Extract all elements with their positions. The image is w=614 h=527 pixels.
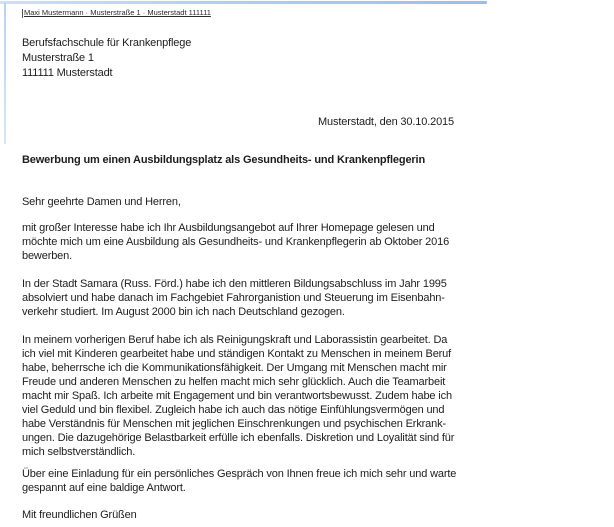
text-line: Über eine Einladung für ein persönliches Gespräch von Ihnen freue ich mich sehr und warte bbox=[22, 468, 457, 480]
text-line: gespannt auf eine baldige Antwort. bbox=[22, 482, 186, 494]
text-line: mit großer Interesse habe ich Ihr Ausbildungsangebot auf Ihrer Homepage gelesen und bbox=[22, 222, 435, 234]
text-line: ungen. Die dazugehörige Belastbarkeit erfülle ich ebenfalls. Diskretion und Loyalität sind für bbox=[22, 432, 455, 444]
window-top-border bbox=[0, 1, 487, 4]
text-line: Musterstraße 1 bbox=[22, 52, 94, 64]
text-line: viel Geduld und bin flexibel. Zugleich habe ich auch das nötige Einfühlungsvermögen und bbox=[22, 404, 445, 416]
salutation: Sehr geehrte Damen und Herren, bbox=[22, 196, 181, 208]
paragraph-intro bbox=[22, 221, 462, 263]
text-line: absolviert und habe danach im Fachgebiet Fahrorganistion und Steuerung im Eisenbahn- bbox=[22, 292, 445, 304]
subject-line: Bewerbung um einen Ausbildungsplatz als Gesundheits- und Krankenpflegerin bbox=[22, 154, 426, 166]
text-line: ich viel mit Kinderen gearbeitet habe und ständigen Kontakt zu Menschen in meinem Beruf bbox=[22, 348, 452, 360]
text-line: Berufsfachschule für Krankenpflege bbox=[22, 37, 192, 49]
text-line: habe, beherrsche ich die Kommunikationsfähigkeit. Der Umgang mit Menschen macht mir bbox=[22, 362, 447, 374]
paragraph-education bbox=[22, 277, 462, 319]
text-cursor bbox=[22, 9, 23, 18]
sender-line-wrap bbox=[22, 8, 462, 18]
text-line: In der Stadt Samara (Russ. Förd.) habe ich den mittleren Bildungsabschluss im Jahr 1995 bbox=[22, 278, 447, 290]
date-line: Musterstadt, den 30.10.2015 bbox=[318, 116, 454, 128]
frame-left-border bbox=[4, 3, 6, 144]
recipient-address-block bbox=[22, 36, 462, 81]
text-line: verkehr studiert. Im August 2000 bin ich nach Deutschland gezogen. bbox=[22, 306, 345, 318]
text-line: macht mir Spaß. Ich arbeite mit Engagement und bin verantwortsbewusst. Zudem habe ich bbox=[22, 390, 452, 402]
closing-paragraph bbox=[22, 467, 462, 495]
text-line: 111111 Musterstadt bbox=[22, 67, 113, 79]
signoff-line: Mit freundlichen Grüßen bbox=[22, 509, 137, 521]
text-line: Freude und anderen Menschen zu helfen macht mich sehr glücklich. Auch die Teamarbeit bbox=[22, 376, 446, 388]
paragraph-skills bbox=[22, 333, 462, 459]
sender-address-line: Maxi Mustermann · Musterstraße 1 · Musterstadt 111111 bbox=[24, 8, 211, 17]
text-line: habe Verständnis für Menschen mit jeglichen Einschrenkungen und psychischen Erkrank- bbox=[22, 418, 446, 430]
text-line: In meinem vorherigen Beruf habe ich als Reinigungskraft und Laborassistin gearbeitet. Da bbox=[22, 334, 448, 346]
letter-body bbox=[22, 8, 462, 522]
text-line: mich selbstverständlich. bbox=[22, 446, 136, 458]
text-line: bewerben. bbox=[22, 250, 73, 262]
text-line: möchte mich um eine Ausbildung als Gesundheits- und Krankenpflegerin ab Oktober 2016 bbox=[22, 236, 450, 248]
